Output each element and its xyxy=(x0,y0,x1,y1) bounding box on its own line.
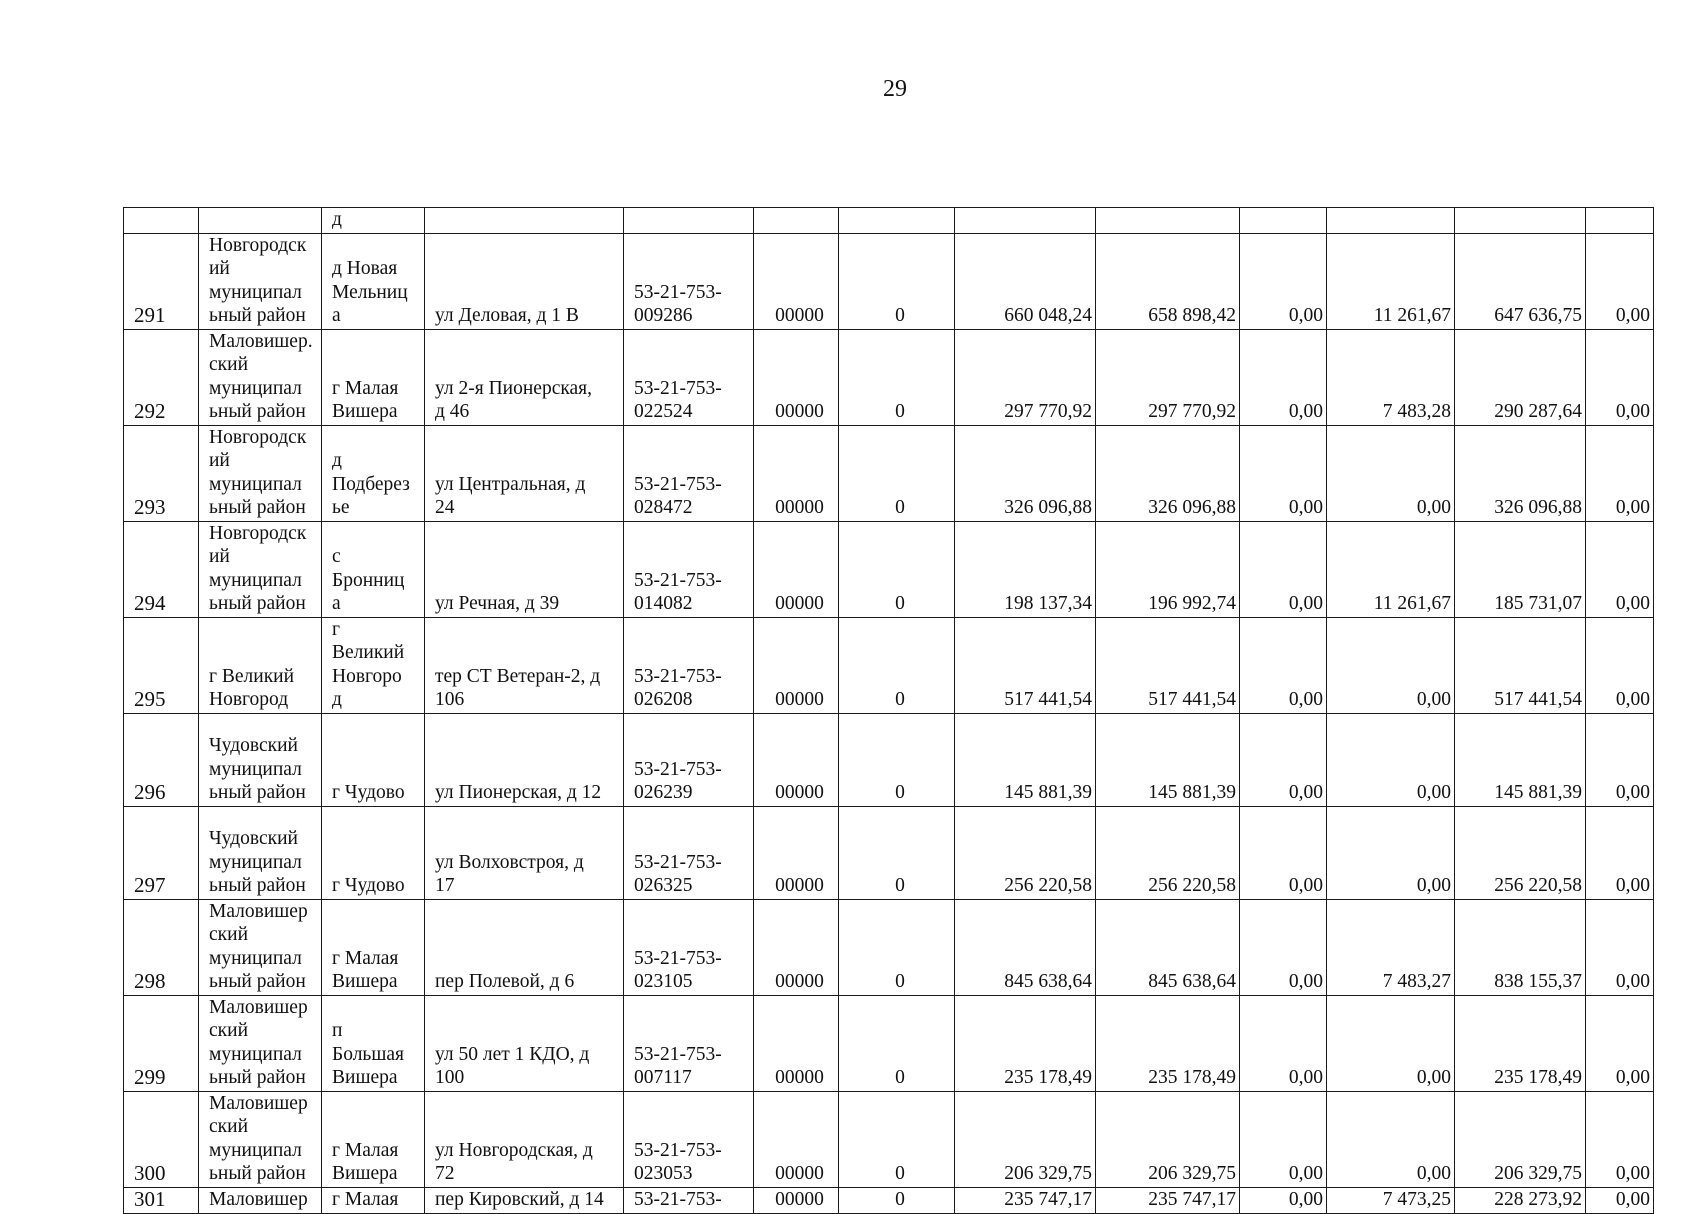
table-row xyxy=(124,995,1654,1091)
cell-c1: 00000 xyxy=(754,521,839,617)
cell-c1: 00000 xyxy=(754,995,839,1091)
cell-v2: 658 898,42 xyxy=(1096,233,1240,329)
cell-c2: 0 xyxy=(839,329,955,425)
cell-address: ул Речная, д 39 xyxy=(425,521,624,617)
table-row xyxy=(124,899,1654,995)
cell-v4: 0,00 xyxy=(1327,806,1455,899)
cell-address: ул 2-я Пионерская, д 46 xyxy=(425,329,624,425)
cell-code: 53-21-753- 026239 xyxy=(624,713,754,806)
cell-c1: 00000 xyxy=(754,899,839,995)
table-row xyxy=(124,425,1654,521)
cell-address: ул Пионерская, д 12 xyxy=(425,713,624,806)
cell-v3: 0,00 xyxy=(1240,1187,1327,1213)
cell-code: 53-21-753- 026325 xyxy=(624,806,754,899)
cell-v1: 206 329,75 xyxy=(955,1091,1096,1187)
cell-v5: 145 881,39 xyxy=(1455,713,1586,806)
cell-v3: 0,00 xyxy=(1240,329,1327,425)
cell-v5: 326 096,88 xyxy=(1455,425,1586,521)
cell-district: Чудовский муниципал ьный район xyxy=(199,806,322,899)
cell-v1: 845 638,64 xyxy=(955,899,1096,995)
cell-address: ул Волховстроя, д 17 xyxy=(425,806,624,899)
cell-v1: 326 096,88 xyxy=(955,425,1096,521)
cell-v3 xyxy=(1240,208,1327,234)
cell-v1: 517 441,54 xyxy=(955,617,1096,713)
cell-code: 53-21-753- 014082 xyxy=(624,521,754,617)
cell-locality: г Малая Вишера xyxy=(322,329,425,425)
cell-num: 296 xyxy=(124,713,199,806)
cell-num xyxy=(124,208,199,234)
table-row xyxy=(124,329,1654,425)
cell-c1: 00000 xyxy=(754,617,839,713)
cell-locality: д Подберез ье xyxy=(322,425,425,521)
cell-v5: 185 731,07 xyxy=(1455,521,1586,617)
cell-v3: 0,00 xyxy=(1240,1091,1327,1187)
cell-c2: 0 xyxy=(839,899,955,995)
cell-v2: 235 178,49 xyxy=(1096,995,1240,1091)
cell-v6: 0,00 xyxy=(1586,521,1654,617)
cell-v2 xyxy=(1096,208,1240,234)
cell-address: пер Полевой, д 6 xyxy=(425,899,624,995)
cell-locality: д Новая Мельниц а xyxy=(322,233,425,329)
cell-v3: 0,00 xyxy=(1240,233,1327,329)
cell-locality: г Малая Вишера xyxy=(322,1091,425,1187)
cell-c1: 00000 xyxy=(754,1091,839,1187)
cell-locality: п Большая Вишера xyxy=(322,995,425,1091)
cell-c2: 0 xyxy=(839,1091,955,1187)
cell-v6: 0,00 xyxy=(1586,806,1654,899)
cell-v5: 228 273,92 xyxy=(1455,1187,1586,1213)
cell-v2: 196 992,74 xyxy=(1096,521,1240,617)
cell-v5: 290 287,64 xyxy=(1455,329,1586,425)
cell-v4 xyxy=(1327,208,1455,234)
cell-c1: 00000 xyxy=(754,233,839,329)
cell-c2: 0 xyxy=(839,617,955,713)
cell-address: ул 50 лет 1 КДО, д 100 xyxy=(425,995,624,1091)
cell-locality: г Малая xyxy=(322,1187,425,1213)
cell-v1: 198 137,34 xyxy=(955,521,1096,617)
cell-v2: 145 881,39 xyxy=(1096,713,1240,806)
cell-v1: 297 770,92 xyxy=(955,329,1096,425)
cell-num: 297 xyxy=(124,806,199,899)
table-row xyxy=(124,806,1654,899)
table-row xyxy=(124,1091,1654,1187)
cell-c1 xyxy=(754,208,839,234)
cell-code: 53-21-753- 023053 xyxy=(624,1091,754,1187)
cell-v3: 0,00 xyxy=(1240,899,1327,995)
cell-c2: 0 xyxy=(839,1187,955,1213)
table-row xyxy=(124,713,1654,806)
cell-address: тер СТ Ветеран-2, д 106 xyxy=(425,617,624,713)
cell-c2: 0 xyxy=(839,713,955,806)
cell-num: 301 xyxy=(124,1187,199,1213)
cell-num: 292 xyxy=(124,329,199,425)
cell-v4: 7 473,25 xyxy=(1327,1187,1455,1213)
cell-v6: 0,00 xyxy=(1586,329,1654,425)
cell-v3: 0,00 xyxy=(1240,617,1327,713)
cell-district xyxy=(199,208,322,234)
cell-v2: 517 441,54 xyxy=(1096,617,1240,713)
cell-code xyxy=(624,208,754,234)
cell-v5: 256 220,58 xyxy=(1455,806,1586,899)
cell-v5: 517 441,54 xyxy=(1455,617,1586,713)
cell-v3: 0,00 xyxy=(1240,425,1327,521)
cell-v5 xyxy=(1455,208,1586,234)
cell-c2: 0 xyxy=(839,806,955,899)
cell-c1: 00000 xyxy=(754,713,839,806)
cell-district: Новгородск ий муниципал ьный район xyxy=(199,521,322,617)
cell-v4: 11 261,67 xyxy=(1327,233,1455,329)
cell-district: Чудовский муниципал ьный район xyxy=(199,713,322,806)
cell-v4: 11 261,67 xyxy=(1327,521,1455,617)
cell-num: 291 xyxy=(124,233,199,329)
cell-v6: 0,00 xyxy=(1586,233,1654,329)
cell-v6: 0,00 xyxy=(1586,995,1654,1091)
cell-c1: 00000 xyxy=(754,806,839,899)
cell-c1: 00000 xyxy=(754,329,839,425)
cell-v1 xyxy=(955,208,1096,234)
cell-v3: 0,00 xyxy=(1240,713,1327,806)
cell-code: 53-21-753- 022524 xyxy=(624,329,754,425)
cell-v4: 7 483,28 xyxy=(1327,329,1455,425)
cell-address: ул Деловая, д 1 В xyxy=(425,233,624,329)
cell-num: 300 xyxy=(124,1091,199,1187)
cell-code: 53-21-753- 023105 xyxy=(624,899,754,995)
cell-v4: 0,00 xyxy=(1327,425,1455,521)
table-row xyxy=(124,1187,1654,1213)
cell-v4: 0,00 xyxy=(1327,1091,1455,1187)
cell-v6: 0,00 xyxy=(1586,713,1654,806)
cell-v6: 0,00 xyxy=(1586,425,1654,521)
cell-district: Маловишер ский муниципал ьный район xyxy=(199,1091,322,1187)
cell-v2: 235 747,17 xyxy=(1096,1187,1240,1213)
cell-address: ул Новгородская, д 72 xyxy=(425,1091,624,1187)
cell-v5: 235 178,49 xyxy=(1455,995,1586,1091)
cell-num: 298 xyxy=(124,899,199,995)
cell-locality: г Малая Вишера xyxy=(322,899,425,995)
cell-v1: 235 747,17 xyxy=(955,1187,1096,1213)
cell-v2: 297 770,92 xyxy=(1096,329,1240,425)
cell-code: 53-21-753- xyxy=(624,1187,754,1213)
cell-address xyxy=(425,208,624,234)
cell-locality: д xyxy=(322,208,425,234)
cell-c2: 0 xyxy=(839,995,955,1091)
cell-district: Маловишер. ский муниципал ьный район xyxy=(199,329,322,425)
cell-num: 293 xyxy=(124,425,199,521)
table-body xyxy=(124,208,1654,1214)
cell-v4: 0,00 xyxy=(1327,713,1455,806)
cell-district: Маловишер xyxy=(199,1187,322,1213)
cell-v2: 256 220,58 xyxy=(1096,806,1240,899)
cell-v6: 0,00 xyxy=(1586,617,1654,713)
cell-district: Маловишер ский муниципал ьный район xyxy=(199,899,322,995)
cell-district: г Великий Новгород xyxy=(199,617,322,713)
cell-v5: 206 329,75 xyxy=(1455,1091,1586,1187)
cell-c1: 00000 xyxy=(754,425,839,521)
cell-v5: 838 155,37 xyxy=(1455,899,1586,995)
cell-v6: 0,00 xyxy=(1586,1187,1654,1213)
cell-v6: 0,00 xyxy=(1586,1091,1654,1187)
cell-num: 299 xyxy=(124,995,199,1091)
cell-v4: 0,00 xyxy=(1327,995,1455,1091)
cell-address: ул Центральная, д 24 xyxy=(425,425,624,521)
page-number: 29 xyxy=(883,76,907,102)
cell-c2 xyxy=(839,208,955,234)
cell-num: 294 xyxy=(124,521,199,617)
cell-num: 295 xyxy=(124,617,199,713)
table-row xyxy=(124,233,1654,329)
cell-code: 53-21-753- 028472 xyxy=(624,425,754,521)
cell-code: 53-21-753- 007117 xyxy=(624,995,754,1091)
cell-v2: 206 329,75 xyxy=(1096,1091,1240,1187)
cell-v1: 145 881,39 xyxy=(955,713,1096,806)
cell-v1: 235 178,49 xyxy=(955,995,1096,1091)
table-row xyxy=(124,617,1654,713)
cell-district: Новгородск ий муниципал ьный район xyxy=(199,425,322,521)
cell-district: Маловишер ский муниципал ьный район xyxy=(199,995,322,1091)
cell-c1: 00000 xyxy=(754,1187,839,1213)
cell-locality: с Бронниц а xyxy=(322,521,425,617)
cell-locality: г Великий Новгоро д xyxy=(322,617,425,713)
cell-v1: 660 048,24 xyxy=(955,233,1096,329)
cell-v2: 845 638,64 xyxy=(1096,899,1240,995)
cell-v4: 0,00 xyxy=(1327,617,1455,713)
cell-v6: 0,00 xyxy=(1586,899,1654,995)
cell-locality: г Чудово xyxy=(322,713,425,806)
cell-v3: 0,00 xyxy=(1240,995,1327,1091)
table-row xyxy=(124,521,1654,617)
cell-code: 53-21-753- 009286 xyxy=(624,233,754,329)
cell-c2: 0 xyxy=(839,425,955,521)
table-row-continuation xyxy=(124,208,1654,234)
cell-address: пер Кировский, д 14 xyxy=(425,1187,624,1213)
cell-v3: 0,00 xyxy=(1240,806,1327,899)
cell-v5: 647 636,75 xyxy=(1455,233,1586,329)
cell-v4: 7 483,27 xyxy=(1327,899,1455,995)
registry-table xyxy=(123,207,1654,1214)
cell-v1: 256 220,58 xyxy=(955,806,1096,899)
cell-c2: 0 xyxy=(839,521,955,617)
cell-c2: 0 xyxy=(839,233,955,329)
cell-v6 xyxy=(1586,208,1654,234)
cell-locality: г Чудово xyxy=(322,806,425,899)
cell-code: 53-21-753- 026208 xyxy=(624,617,754,713)
cell-district: Новгородск ий муниципал ьный район xyxy=(199,233,322,329)
cell-v3: 0,00 xyxy=(1240,521,1327,617)
cell-v2: 326 096,88 xyxy=(1096,425,1240,521)
